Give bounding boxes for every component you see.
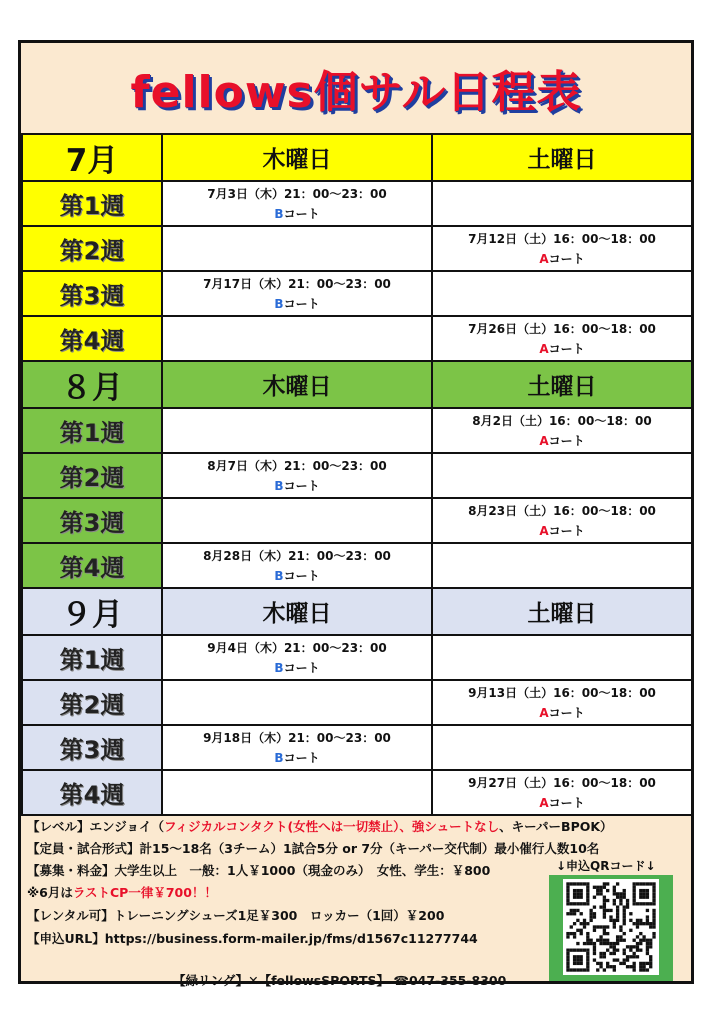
saturday-slot [432,680,692,725]
court-label [433,339,691,359]
saturday-slot [432,498,692,543]
court-suffix: コート [548,341,585,356]
week-row [22,226,692,271]
thursday-slot [162,635,432,680]
thursday-slot [162,226,432,271]
court-suffix: コート [283,660,320,675]
week-label: 第3週 [22,725,162,770]
saturday-slot [432,725,692,770]
session-time: 7月17日（木）21：00〜23：00 [203,276,391,291]
court-letter: B [274,750,284,765]
court-letter: B [274,568,284,583]
session-time: 9月18日（木）21：00〜23：00 [203,730,391,745]
schedule-table [21,133,693,816]
session-time: 8月28日（木）21：00〜23：00 [203,548,391,563]
week-row [22,453,692,498]
session-time: 7月26日（土）16：00〜18：00 [468,321,656,336]
saturday-slot [432,635,692,680]
court-label [433,431,691,451]
week-label: 第3週 [22,498,162,543]
week-label: 第1週 [22,181,162,226]
footer-contact: 【緑リング】✕【fellowsSPORTS】 ☎047-355-8300 [173,973,507,988]
court-suffix: コート [283,296,320,311]
court-suffix: コート [548,523,585,538]
thursday-slot [162,680,432,725]
week-label: 第4週 [22,543,162,588]
court-letter: B [274,296,284,311]
court-label [163,204,431,224]
session-time: 8月7日（木）21：00〜23：00 [207,458,387,473]
court-letter: A [539,523,549,538]
saturday-slot [432,453,692,498]
qr-label: ↓申込QRコード↓ [556,859,656,873]
week-label: 第2週 [22,226,162,271]
week-row [22,635,692,680]
url-line[interactable]: 【申込URL】https://business.form-mailer.jp/fms/d1567c11277744 [27,931,478,946]
week-row [22,543,692,588]
schedule-sheet [18,40,694,988]
saturday-slot [432,316,692,361]
session-time: 9月27日（土）16：00〜18：00 [468,775,656,790]
week-label: 第3週 [22,271,162,316]
session-time: 7月3日（木）21：00〜23：00 [207,186,387,201]
qr-frame [549,875,673,981]
week-row [22,408,692,453]
thursday-slot [162,271,432,316]
court-label [163,658,431,678]
week-row [22,498,692,543]
week-row [22,181,692,226]
thursday-slot [162,316,432,361]
court-letter: B [274,660,284,675]
court-suffix: コート [283,478,320,493]
saturday-slot [432,271,692,316]
court-label [163,748,431,768]
court-letter: A [539,341,549,356]
thursday-slot [162,498,432,543]
thursday-header: 木曜日 [162,588,432,635]
thursday-header: 木曜日 [162,361,432,408]
saturday-slot [432,226,692,271]
recruit-line: 【募集・料金】大学生以上 一般：1人￥1000（現金のみ） 女性、学生：￥800 [27,863,491,878]
title-text: fellows個サル日程表 [130,67,582,118]
session-time: 8月2日（土）16：00〜18：00 [472,413,652,428]
month-header-row [22,361,692,408]
saturday-slot [432,770,692,815]
month-header-row [22,588,692,635]
saturday-slot [432,408,692,453]
qr-code-icon[interactable] [563,879,659,975]
court-label [163,294,431,314]
session-time: 9月13日（土）16：00〜18：00 [468,685,656,700]
week-row [22,316,692,361]
court-label [433,793,691,813]
week-row [22,770,692,815]
month-header-row [22,134,692,181]
court-letter: A [539,795,549,810]
session-time: 7月12日（土）16：00〜18：00 [468,231,656,246]
thursday-slot [162,453,432,498]
court-label [433,249,691,269]
saturday-header: 土曜日 [432,361,692,408]
week-label: 第4週 [22,316,162,361]
court-letter: A [539,251,549,266]
court-suffix: コート [548,251,585,266]
week-row [22,725,692,770]
level-line: 【レベル】エンジョイ（フィジカルコンタクト(女性へは一切禁止）、強シュートなし、キーパーBPOK） [27,819,613,834]
court-suffix: コート [283,206,320,221]
court-suffix: コート [548,795,585,810]
month-label: ８月 [22,361,162,408]
week-row [22,680,692,725]
session-time: 8月23日（土）16：00〜18：00 [468,503,656,518]
court-letter: B [274,206,284,221]
week-row [22,271,692,316]
court-label [163,566,431,586]
capacity-line: 【定員・試合形式】計15〜18名（3チーム）1試合5分 or 7分（キーパー交代制）最小催行人数10名 [27,841,600,856]
court-letter: A [539,433,549,448]
session-time: 9月4日（木）21：00〜23：00 [207,640,387,655]
saturday-slot [432,181,692,226]
court-suffix: コート [548,433,585,448]
thursday-slot [162,543,432,588]
week-label: 第1週 [22,408,162,453]
week-label: 第4週 [22,770,162,815]
court-letter: B [274,478,284,493]
rental-line: 【レンタル可】トレーニングシューズ1足￥300 ロッカー（1回）￥200 [27,908,445,923]
june-line: ※6月はラストCP一律￥700！！ [27,885,217,900]
page-title [21,43,691,133]
week-label: 第2週 [22,453,162,498]
court-suffix: コート [548,705,585,720]
week-label: 第2週 [22,680,162,725]
month-label: 7月 [22,134,162,181]
court-letter: A [539,705,549,720]
thursday-slot [162,181,432,226]
month-label: ９月 [22,588,162,635]
court-suffix: コート [283,750,320,765]
court-label [163,476,431,496]
thursday-slot [162,408,432,453]
thursday-header: 木曜日 [162,134,432,181]
court-suffix: コート [283,568,320,583]
court-label [433,703,691,723]
court-label [433,521,691,541]
thursday-slot [162,725,432,770]
saturday-slot [432,543,692,588]
saturday-header: 土曜日 [432,588,692,635]
week-label: 第1週 [22,635,162,680]
saturday-header: 土曜日 [432,134,692,181]
thursday-slot [162,770,432,815]
